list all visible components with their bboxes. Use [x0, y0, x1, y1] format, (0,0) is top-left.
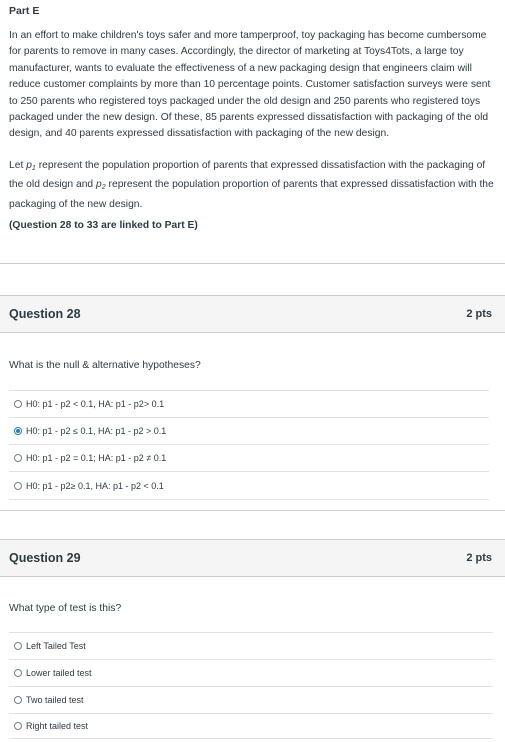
- answer-label[interactable]: H0: p1 - p2 < 0.1, HA: p1 - p2> 0.1: [26, 399, 165, 410]
- question-title: Question 28: [9, 307, 81, 322]
- part-title: Part E: [9, 5, 40, 17]
- answer-label[interactable]: Two tailed test: [26, 695, 84, 706]
- definition-paragraph: [9, 158, 496, 213]
- question-28: [0, 295, 505, 500]
- answer-label[interactable]: Left Tailed Test: [26, 641, 86, 652]
- answer-label[interactable]: H0: p1 - p2 = 0.1; HA: p1 - p2 ≠ 0.1: [26, 453, 167, 464]
- answer-option[interactable]: [9, 713, 493, 739]
- answer-label[interactable]: Right tailed test: [26, 721, 89, 732]
- answer-label[interactable]: H0: p1 - p2 ≤ 0.1, HA: p1 - p2 > 0.1: [26, 426, 167, 437]
- question-header: [0, 295, 505, 333]
- part-e-section: [0, 0, 505, 231]
- question-divider: [0, 510, 505, 511]
- answer-option[interactable]: [9, 471, 489, 500]
- radio-button[interactable]: [14, 696, 22, 704]
- answer-option[interactable]: [9, 444, 489, 471]
- section-divider: [0, 263, 505, 264]
- definition-middle: represent the population proportion of parents that expressed dissatisfaction with the packaging of the old design and: [9, 159, 486, 191]
- definition-end: represent the population proportion of parents that expressed dissatisfaction with the packaging of the new design.: [9, 179, 494, 210]
- p1-symbol: $p_1$: [26, 159, 36, 172]
- radio-button[interactable]: [14, 642, 22, 650]
- answer-option[interactable]: [9, 659, 493, 686]
- radio-button[interactable]: [14, 722, 22, 730]
- question-points: 2 pts: [466, 552, 492, 565]
- answer-label[interactable]: Lower tailed test: [26, 668, 92, 679]
- radio-button-selected[interactable]: [14, 427, 22, 435]
- answer-option[interactable]: [9, 686, 493, 713]
- radio-button[interactable]: [14, 400, 22, 408]
- question-29: [0, 539, 505, 739]
- answer-option[interactable]: [9, 632, 493, 659]
- question-points: 2 pts: [466, 308, 492, 321]
- radio-button[interactable]: [14, 454, 22, 462]
- answer-label[interactable]: H0: p1 - p2≥ 0.1, HA: p1 - p2 < 0.1: [26, 480, 164, 491]
- answer-list: [9, 390, 489, 500]
- question-text: What type of test is this?: [9, 603, 122, 615]
- question-title: Question 29: [9, 551, 81, 566]
- definition-let: Let: [9, 159, 27, 171]
- linked-note: (Question 28 to 33 are linked to Part E): [9, 220, 198, 232]
- question-header: [0, 539, 505, 577]
- p2-symbol: $p_2$: [96, 179, 106, 192]
- scenario-paragraph: In an effort to make children's toys safer and more tamperproof, toy packaging has become cumbersome for parents to remove in many cases. Accordingly, the director of marketing at Toys4Tots, a large toy manufacturer, wants to evaluate the effectiveness of a new packaging design that engineers claim will reduce customer complaints by more than 10 percentage points. Customer satisfaction surveys were sent to 250 parents who registered toys packaged under the old design and 250 parents who registered toys packaged under the new design. Of these, 85 parents expressed dissatisfaction with packaging of the old design, and 40 parents expressed dissatisfaction with packaging of the new design.: [9, 30, 491, 140]
- answer-option[interactable]: [9, 390, 489, 417]
- radio-button[interactable]: [14, 669, 22, 677]
- radio-button[interactable]: [14, 482, 22, 490]
- question-text: What is the null & alternative hypotheses?: [9, 360, 201, 372]
- answer-list: [9, 632, 493, 739]
- answer-option-selected[interactable]: [9, 417, 489, 444]
